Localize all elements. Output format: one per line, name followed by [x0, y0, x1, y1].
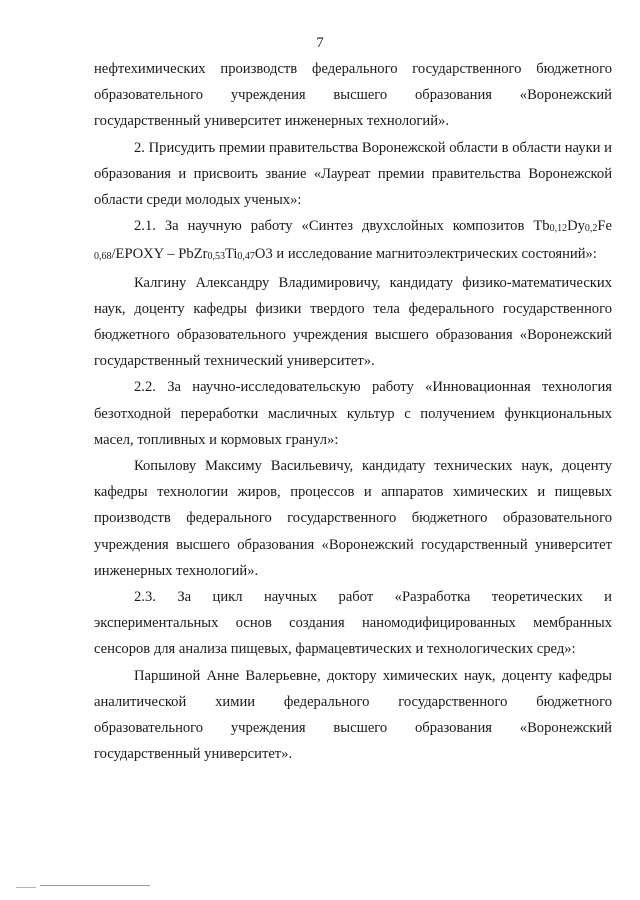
- subscript: 0,53: [207, 251, 225, 263]
- page-number: 7: [316, 35, 324, 51]
- formula-text: Fe: [597, 218, 612, 235]
- subscript: 0,47: [237, 251, 255, 263]
- formula-text: Dy: [567, 218, 585, 235]
- subscript: 0,2: [584, 223, 598, 235]
- paragraph-item-2-2: 2.2. За научно-исследовательскую работу «Инновационная технология безотходной переработки масличных культур с получением функциональных масел, топливных и кормовых гранул»:: [94, 379, 612, 448]
- subscript: 0,12: [549, 223, 568, 235]
- scan-artifact-line: [40, 885, 150, 886]
- paragraph-item-2-1: [94, 213, 612, 269]
- formula-text: /EPOXY – PbZr: [111, 246, 208, 263]
- laureate-kopylov: Копылову Максиму Васильевичу, кандидату технических наук, доценту кафедры технологии жиров, процессов и аппаратов химических и пищевых производств федерального государственного бюджетного образовательного учреждения высшего образования «Воронежский государственный университет инженерных технологий».: [94, 458, 612, 579]
- scan-artifact-line: [16, 887, 36, 888]
- paragraph-item-2-3: 2.3. За цикл научных работ «Разработка теоретических и экспериментальных основ создания наномодифицированных мембранных сенсоров для анализа пищевых, фармацевтических и технологических сред»:: [94, 589, 612, 658]
- paragraph-continuation: нефтехимических производств федерального государственного бюджетного образовательного учреждения высшего образования «Воронежский государственный университет инженерных технологий».: [94, 61, 612, 130]
- subscript: 0,68: [94, 251, 112, 263]
- formula-text: Ti: [224, 246, 238, 263]
- formula-text: O3 и исследование магнитоэлектрических состояний»:: [254, 246, 597, 263]
- formula-text: 2.1. За научную работу «Синтез двухслойных композитов Tb: [134, 218, 550, 235]
- paragraph-item-2: 2. Присудить премии правительства Воронежской области в области науки и образования и присвоить звание «Лауреат премии правительства Воронежской области среди молодых ученых»:: [94, 139, 612, 209]
- laureate-parshina: Паршиной Анне Валерьевне, доктору химических наук, доценту кафедры аналитической химии федерального государственного бюджетного образовательного учреждения высшего образования «Воронежский государственный университет».: [94, 667, 612, 763]
- document-body: [94, 56, 612, 767]
- laureate-kalgin: Калгину Александру Владимировичу, кандидату физико-математических наук, доценту кафедры физики твердого тела федерального государственного бюджетного образовательного учреждения высшего образования «Воронежский государственный технический университет».: [94, 274, 612, 370]
